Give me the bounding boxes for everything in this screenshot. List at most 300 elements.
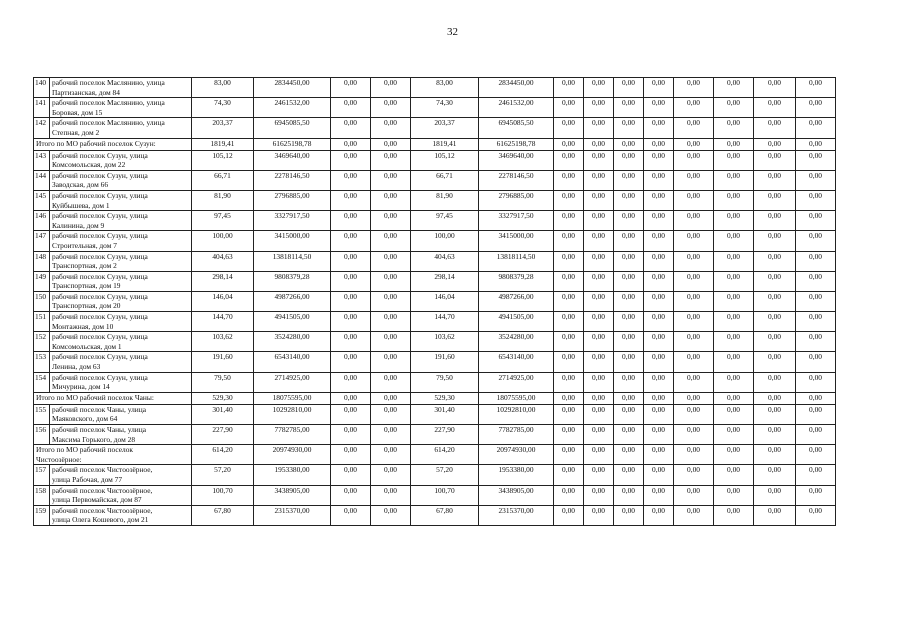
value-cell: 0,00 (674, 332, 714, 352)
address-line: рабочий поселок Маслянино, улица (52, 78, 165, 87)
address-line: Ленина, дом 63 (52, 362, 101, 372)
value-cell: 0,00 (584, 404, 614, 424)
total-label-line: Итого по МО рабочий поселок Чаны: (36, 392, 154, 402)
address-line: рабочий поселок Сузун, улица (52, 312, 148, 322)
value-cell: 0,00 (584, 211, 614, 231)
row-number: 142 (34, 118, 50, 138)
value-cell: 0,00 (754, 271, 796, 291)
row-number: 147 (34, 231, 50, 251)
address-line: Транспортная, дом 19 (52, 281, 121, 291)
value-cell: 0,00 (331, 445, 371, 465)
address-line: рабочий поселок Сузун, улица (52, 352, 148, 362)
value-cell: 79,50 (411, 372, 479, 392)
value-cell: 0,00 (371, 505, 411, 525)
value-cell: 20974930,00 (254, 445, 331, 465)
row-number: 140 (34, 78, 50, 98)
value-cell: 0,00 (371, 485, 411, 505)
row-number: 149 (34, 271, 50, 291)
row-number: 143 (34, 150, 50, 170)
value-cell: 1953380,00 (479, 465, 554, 485)
address-cell (50, 190, 192, 210)
row-number: 155 (34, 404, 50, 424)
value-cell: 0,00 (796, 190, 836, 210)
row-number: 157 (34, 465, 50, 485)
value-cell: 0,00 (754, 98, 796, 118)
value-cell: 74,30 (411, 98, 479, 118)
value-cell: 105,12 (411, 150, 479, 170)
value-cell: 0,00 (674, 392, 714, 404)
value-cell: 0,00 (796, 312, 836, 332)
address-line: рабочий поселок Сузун, улица (52, 291, 148, 301)
address-cell (50, 372, 192, 392)
table-row (34, 291, 876, 311)
address-line: рабочий поселок Сузун, улица (52, 150, 148, 160)
value-cell: 0,00 (554, 505, 584, 525)
value-cell: 3469640,00 (254, 150, 331, 170)
total-label-line: Чистоозёрное: (36, 454, 82, 464)
address-line: Комсомольская, дом 22 (52, 160, 126, 170)
value-cell: 0,00 (754, 372, 796, 392)
value-cell: 0,00 (754, 352, 796, 372)
row-number: 141 (34, 98, 50, 118)
housing-repair-table (33, 77, 876, 526)
table-row (34, 231, 876, 251)
value-cell: 227,90 (192, 425, 254, 445)
value-cell: 18075595,00 (479, 392, 554, 404)
value-cell: 0,00 (614, 98, 644, 118)
value-cell: 0,00 (754, 170, 796, 190)
value-cell: 0,00 (644, 150, 674, 170)
value-cell: 0,00 (584, 98, 614, 118)
value-cell: 0,00 (754, 78, 796, 98)
total-row (34, 138, 876, 150)
value-cell: 0,00 (674, 251, 714, 271)
value-cell: 100,70 (192, 485, 254, 505)
value-cell: 0,00 (714, 78, 754, 98)
value-cell: 0,00 (714, 465, 754, 485)
value-cell: 0,00 (714, 425, 754, 445)
value-cell: 614,20 (411, 445, 479, 465)
address-cell (50, 404, 192, 424)
value-cell: 0,00 (554, 404, 584, 424)
value-cell: 0,00 (644, 118, 674, 138)
value-cell: 0,00 (614, 190, 644, 210)
address-cell (50, 271, 192, 291)
value-cell: 57,20 (411, 465, 479, 485)
address-line: Мичурина, дом 14 (52, 382, 110, 392)
value-cell: 0,00 (614, 332, 644, 352)
value-cell: 0,00 (614, 211, 644, 231)
value-cell: 0,00 (714, 485, 754, 505)
row-number: 145 (34, 190, 50, 210)
value-cell: 0,00 (674, 190, 714, 210)
value-cell: 0,00 (331, 251, 371, 271)
value-cell: 0,00 (371, 372, 411, 392)
table-row (34, 150, 876, 170)
total-label (34, 138, 192, 150)
value-cell: 100,70 (411, 485, 479, 505)
value-cell: 0,00 (644, 404, 674, 424)
page-number: 32 (447, 26, 458, 38)
table-row (34, 78, 876, 98)
value-cell: 0,00 (614, 78, 644, 98)
value-cell: 0,00 (584, 170, 614, 190)
value-cell: 105,12 (192, 150, 254, 170)
value-cell: 0,00 (614, 425, 644, 445)
value-cell: 0,00 (584, 392, 614, 404)
value-cell: 0,00 (614, 392, 644, 404)
value-cell: 0,00 (584, 332, 614, 352)
value-cell: 0,00 (674, 271, 714, 291)
value-cell: 0,00 (644, 78, 674, 98)
value-cell: 0,00 (331, 312, 371, 332)
value-cell: 3438905,00 (479, 485, 554, 505)
row-number: 152 (34, 332, 50, 352)
value-cell: 2315370,00 (254, 505, 331, 525)
value-cell: 0,00 (331, 392, 371, 404)
value-cell: 0,00 (371, 78, 411, 98)
value-cell: 0,00 (714, 190, 754, 210)
address-line: Монтажная, дом 10 (52, 321, 114, 331)
address-line: рабочий поселок Чаны, улица (52, 425, 146, 434)
address-line: Максима Горького, дом 28 (52, 434, 136, 444)
value-cell: 0,00 (644, 505, 674, 525)
value-cell: 0,00 (371, 118, 411, 138)
value-cell: 0,00 (331, 352, 371, 372)
value-cell: 0,00 (714, 392, 754, 404)
value-cell: 0,00 (584, 465, 614, 485)
value-cell: 298,14 (411, 271, 479, 291)
address-cell (50, 291, 192, 311)
row-number: 148 (34, 251, 50, 271)
value-cell: 10292810,00 (479, 404, 554, 424)
value-cell: 2461532,00 (254, 98, 331, 118)
value-cell: 0,00 (554, 352, 584, 372)
value-cell: 146,04 (411, 291, 479, 311)
address-cell (50, 78, 192, 98)
value-cell: 0,00 (331, 138, 371, 150)
value-cell: 0,00 (331, 118, 371, 138)
value-cell: 3327917,50 (254, 211, 331, 231)
value-cell: 0,00 (754, 392, 796, 404)
value-cell: 0,00 (714, 251, 754, 271)
value-cell: 0,00 (644, 231, 674, 251)
value-cell: 0,00 (371, 211, 411, 231)
value-cell: 4987266,00 (254, 291, 331, 311)
value-cell: 614,20 (192, 445, 254, 465)
table-row (34, 465, 876, 485)
value-cell: 0,00 (554, 425, 584, 445)
table-row (34, 211, 876, 231)
value-cell: 0,00 (614, 465, 644, 485)
value-cell: 0,00 (554, 465, 584, 485)
table-row (34, 190, 876, 210)
value-cell: 81,90 (192, 190, 254, 210)
value-cell: 0,00 (554, 150, 584, 170)
value-cell: 0,00 (554, 372, 584, 392)
value-cell: 0,00 (584, 150, 614, 170)
value-cell: 0,00 (674, 485, 714, 505)
address-line: рабочий поселок Сузун, улица (52, 231, 148, 241)
value-cell: 2834450,00 (479, 78, 554, 98)
address-line: Маяковского, дом 64 (52, 414, 118, 424)
value-cell: 0,00 (584, 78, 614, 98)
value-cell: 0,00 (674, 404, 714, 424)
value-cell: 0,00 (714, 170, 754, 190)
address-cell (50, 505, 192, 525)
value-cell: 0,00 (714, 445, 754, 465)
value-cell: 0,00 (796, 98, 836, 118)
address-line: рабочий поселок Чаны, улица (52, 404, 146, 414)
value-cell: 0,00 (614, 505, 644, 525)
value-cell: 0,00 (644, 485, 674, 505)
value-cell: 2834450,00 (254, 78, 331, 98)
value-cell: 0,00 (674, 150, 714, 170)
value-cell: 0,00 (796, 78, 836, 98)
value-cell: 0,00 (371, 445, 411, 465)
value-cell: 2315370,00 (479, 505, 554, 525)
total-row (34, 392, 876, 404)
value-cell: 0,00 (584, 291, 614, 311)
value-cell: 0,00 (331, 271, 371, 291)
value-cell: 0,00 (754, 211, 796, 231)
value-cell: 0,00 (584, 190, 614, 210)
value-cell: 0,00 (754, 425, 796, 445)
value-cell: 0,00 (331, 404, 371, 424)
value-cell: 0,00 (796, 505, 836, 525)
value-cell: 227,90 (411, 425, 479, 445)
value-cell: 191,60 (411, 352, 479, 372)
value-cell: 0,00 (331, 98, 371, 118)
value-cell: 0,00 (644, 465, 674, 485)
value-cell: 2796885,00 (254, 190, 331, 210)
value-cell: 20974930,00 (479, 445, 554, 465)
value-cell: 0,00 (371, 251, 411, 271)
value-cell: 3469640,00 (479, 150, 554, 170)
value-cell: 0,00 (674, 291, 714, 311)
value-cell: 3415000,00 (479, 231, 554, 251)
address-cell (50, 170, 192, 190)
value-cell: 0,00 (371, 352, 411, 372)
value-cell: 97,45 (411, 211, 479, 231)
address-line: Партизанская, дом 84 (52, 87, 120, 97)
value-cell: 0,00 (674, 231, 714, 251)
address-line: Транспортная, дом 2 (52, 261, 117, 271)
value-cell: 103,62 (411, 332, 479, 352)
value-cell: 0,00 (674, 78, 714, 98)
value-cell: 0,00 (584, 138, 614, 150)
value-cell: 0,00 (554, 332, 584, 352)
value-cell: 66,71 (192, 170, 254, 190)
value-cell: 0,00 (554, 78, 584, 98)
value-cell: 0,00 (584, 231, 614, 251)
value-cell: 0,00 (554, 170, 584, 190)
value-cell: 0,00 (614, 445, 644, 465)
value-cell: 0,00 (796, 211, 836, 231)
value-cell: 0,00 (614, 372, 644, 392)
value-cell: 0,00 (644, 170, 674, 190)
value-cell: 74,30 (192, 98, 254, 118)
value-cell: 6543140,00 (479, 352, 554, 372)
value-cell: 0,00 (714, 150, 754, 170)
value-cell: 0,00 (331, 211, 371, 231)
address-line: рабочий поселок Сузун, улица (52, 271, 148, 281)
value-cell: 0,00 (371, 291, 411, 311)
value-cell: 301,40 (192, 404, 254, 424)
value-cell: 0,00 (754, 465, 796, 485)
value-cell: 0,00 (584, 425, 614, 445)
value-cell: 3438905,00 (254, 485, 331, 505)
value-cell: 0,00 (584, 505, 614, 525)
value-cell: 0,00 (614, 170, 644, 190)
value-cell: 0,00 (644, 98, 674, 118)
value-cell: 203,37 (411, 118, 479, 138)
value-cell: 0,00 (371, 392, 411, 404)
value-cell: 0,00 (796, 465, 836, 485)
value-cell: 0,00 (331, 372, 371, 392)
value-cell: 0,00 (371, 138, 411, 150)
value-cell: 13818114,50 (479, 251, 554, 271)
table-row (34, 505, 876, 525)
value-cell: 144,70 (192, 312, 254, 332)
value-cell: 0,00 (554, 312, 584, 332)
value-cell: 0,00 (796, 352, 836, 372)
value-cell: 0,00 (331, 231, 371, 251)
address-line: Калинина, дом 9 (52, 220, 105, 230)
table-row (34, 485, 876, 505)
value-cell: 0,00 (754, 485, 796, 505)
value-cell: 0,00 (674, 505, 714, 525)
value-cell: 0,00 (674, 425, 714, 445)
address-cell (50, 332, 192, 352)
value-cell: 3415000,00 (254, 231, 331, 251)
value-cell: 0,00 (614, 138, 644, 150)
table-body (34, 78, 876, 526)
value-cell: 0,00 (674, 118, 714, 138)
value-cell: 0,00 (584, 372, 614, 392)
value-cell: 0,00 (714, 312, 754, 332)
value-cell: 0,00 (584, 251, 614, 271)
value-cell: 0,00 (644, 190, 674, 210)
value-cell: 0,00 (714, 505, 754, 525)
address-line: рабочий поселок Маслянино, улица (52, 98, 165, 108)
value-cell: 0,00 (331, 332, 371, 352)
address-cell (50, 251, 192, 271)
value-cell: 0,00 (331, 150, 371, 170)
value-cell: 3327917,50 (479, 211, 554, 231)
value-cell: 0,00 (644, 332, 674, 352)
value-cell: 2461532,00 (479, 98, 554, 118)
value-cell: 0,00 (644, 445, 674, 465)
value-cell: 0,00 (614, 291, 644, 311)
value-cell: 0,00 (714, 404, 754, 424)
address-line: рабочий поселок Сузун, улица (52, 251, 148, 261)
value-cell: 3524280,00 (254, 332, 331, 352)
address-cell (50, 211, 192, 231)
value-cell: 66,71 (411, 170, 479, 190)
table-row (34, 251, 876, 271)
value-cell: 0,00 (714, 98, 754, 118)
value-cell: 0,00 (614, 271, 644, 291)
value-cell: 0,00 (796, 392, 836, 404)
value-cell: 0,00 (371, 465, 411, 485)
value-cell: 3524280,00 (479, 332, 554, 352)
value-cell: 0,00 (644, 352, 674, 372)
value-cell: 0,00 (714, 118, 754, 138)
value-cell: 0,00 (584, 118, 614, 138)
value-cell: 0,00 (331, 465, 371, 485)
value-cell: 0,00 (754, 404, 796, 424)
value-cell: 100,00 (411, 231, 479, 251)
value-cell: 0,00 (584, 312, 614, 332)
value-cell: 4941505,00 (254, 312, 331, 332)
table-row (34, 98, 876, 118)
value-cell: 0,00 (796, 231, 836, 251)
total-row (34, 445, 876, 465)
value-cell: 0,00 (714, 332, 754, 352)
value-cell: 0,00 (554, 138, 584, 150)
total-label (34, 445, 192, 465)
value-cell: 0,00 (644, 392, 674, 404)
value-cell: 0,00 (331, 505, 371, 525)
value-cell: 103,62 (192, 332, 254, 352)
value-cell: 0,00 (796, 332, 836, 352)
value-cell: 0,00 (331, 170, 371, 190)
address-line: Куйбышева, дом 1 (52, 200, 110, 210)
value-cell: 4941505,00 (479, 312, 554, 332)
value-cell: 0,00 (674, 352, 714, 372)
table-row (34, 352, 876, 372)
value-cell: 0,00 (614, 251, 644, 271)
value-cell: 0,00 (644, 291, 674, 311)
value-cell: 0,00 (614, 485, 644, 505)
address-line: рабочий поселок Чистоозёрное, (52, 485, 153, 495)
row-number: 151 (34, 312, 50, 332)
value-cell: 0,00 (644, 251, 674, 271)
address-line: рабочий поселок Сузун, улица (52, 190, 148, 200)
value-cell: 0,00 (331, 78, 371, 98)
value-cell: 0,00 (796, 150, 836, 170)
row-number: 146 (34, 211, 50, 231)
value-cell: 0,00 (674, 98, 714, 118)
value-cell: 0,00 (614, 352, 644, 372)
row-number: 153 (34, 352, 50, 372)
value-cell: 0,00 (674, 465, 714, 485)
table-row (34, 332, 876, 352)
value-cell: 13818114,50 (254, 251, 331, 271)
value-cell: 404,63 (411, 251, 479, 271)
value-cell: 0,00 (554, 190, 584, 210)
address-line: Заводская, дом 66 (52, 180, 109, 190)
address-line: рабочий поселок Сузун, улица (52, 170, 148, 180)
value-cell: 0,00 (796, 485, 836, 505)
value-cell: 0,00 (614, 118, 644, 138)
address-cell (50, 465, 192, 485)
value-cell: 0,00 (371, 98, 411, 118)
value-cell: 0,00 (554, 211, 584, 231)
value-cell: 0,00 (674, 138, 714, 150)
value-cell: 0,00 (554, 98, 584, 118)
value-cell: 18075595,00 (254, 392, 331, 404)
value-cell: 0,00 (796, 291, 836, 311)
value-cell: 0,00 (754, 150, 796, 170)
value-cell: 0,00 (674, 312, 714, 332)
value-cell: 144,70 (411, 312, 479, 332)
address-line: рабочий поселок Чистоозёрное, (52, 505, 153, 515)
value-cell: 0,00 (584, 271, 614, 291)
value-cell: 0,00 (714, 372, 754, 392)
address-line: рабочий поселок Чистоозёрное, (52, 465, 153, 475)
